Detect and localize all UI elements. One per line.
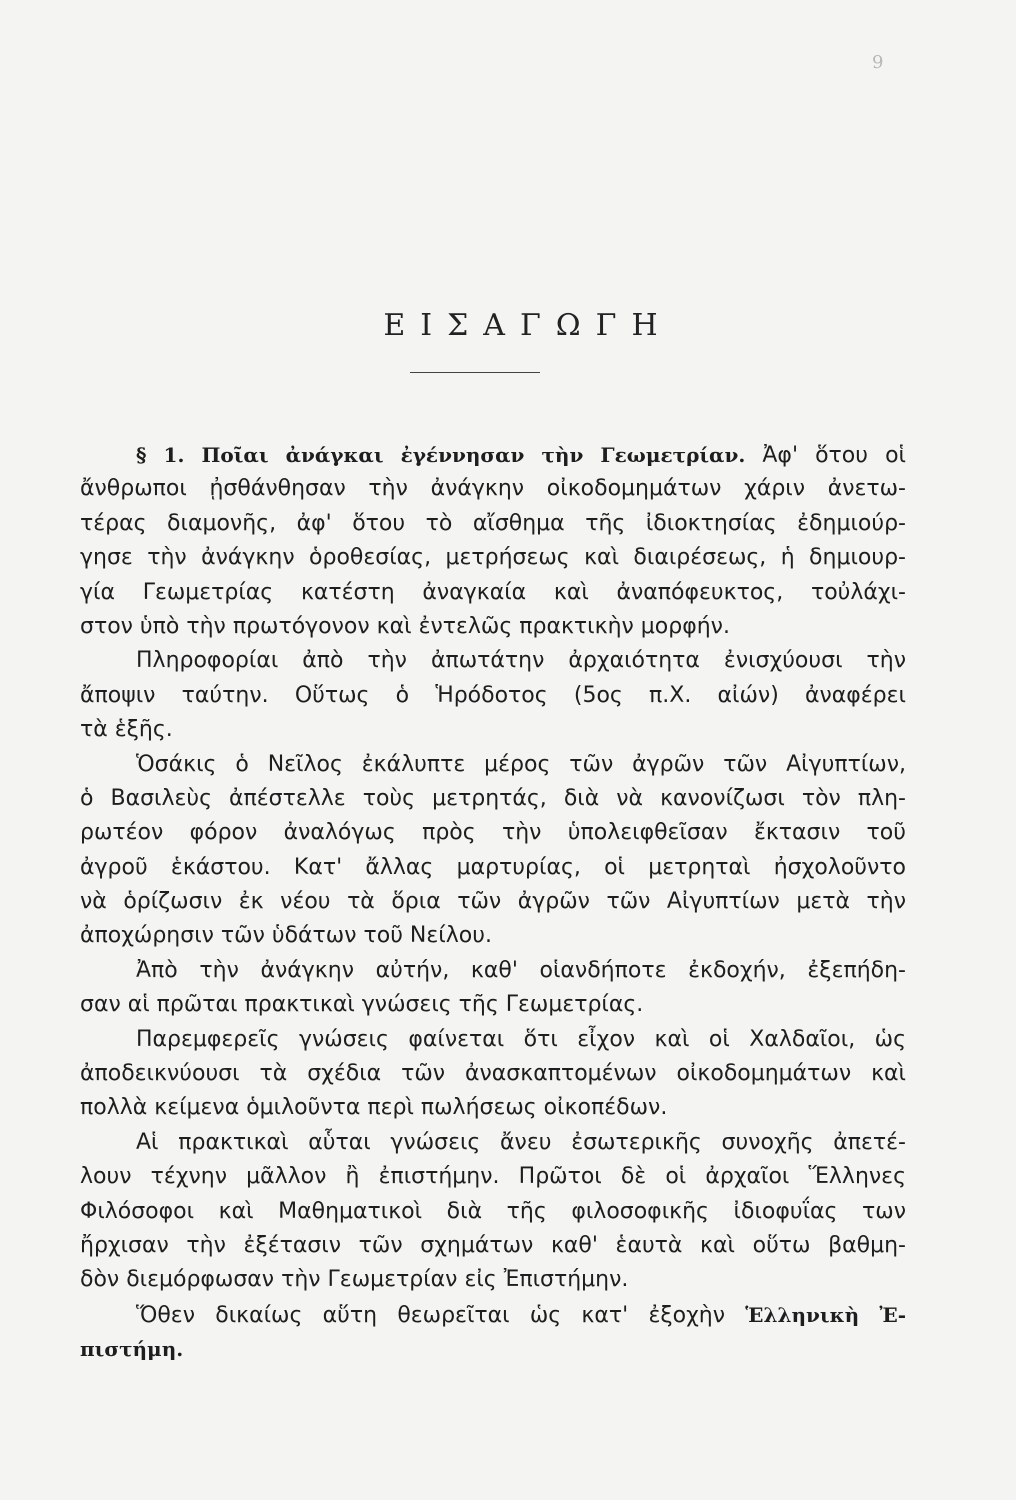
page-number: 9	[872, 52, 884, 73]
text-line: Ἀφ' ὅτου οἱ	[745, 443, 906, 468]
text-line: ἀποχώρησιν τῶν ὑδάτων τοῦ Νείλου.	[80, 923, 492, 949]
text-line: λουν τέχνην μᾶλλον ἢ ἐπιστήμην. Πρῶτοι δὲ οἱ ἀρχαῖοι Ἕλληνες	[80, 1164, 906, 1190]
chapter-title: ΕΙΣΑΓΩΓΗ	[383, 308, 673, 343]
text-line: ὁ Βασιλεὺς ἀπέστελλε τοὺς μετρητάς, διὰ νὰ κανονίζωσι τὸν πλη-	[80, 785, 906, 811]
section-heading: Ποῖαι ἀνάγκαι ἐγέννησαν τὴν Γεωμετρίαν.	[201, 443, 746, 467]
text-line: τὰ ἑξῆς.	[80, 717, 173, 743]
text-line: ἀγροῦ ἑκάστου. Κατ' ἄλλας μαρτυρίας, οἱ μετρηταὶ ἠσχολοῦντο	[80, 854, 906, 880]
text-line: Ἀπὸ τὴν ἀνάγκην αὐτήν, καθ' οἱανδήποτε ἐκδοχήν, ἐξεπήδη-	[136, 957, 906, 983]
text-line: Παρεμφερεῖς γνώσεις φαίνεται ὅτι εἶχον καὶ οἱ Χαλδαῖοι, ὡς	[136, 1026, 906, 1052]
text-line: γία Γεωμετρίας κατέστη ἀναγκαία καὶ ἀναπόφευκτος, τοὐλάχι-	[80, 579, 906, 605]
text-line: ρωτέον φόρον ἀναλόγως πρὸς τὴν ὑπολειφθεῖσαν ἔκτασιν τοῦ	[80, 820, 906, 846]
section-number: § 1.	[136, 443, 185, 467]
text-line	[80, 1298, 906, 1332]
text-line: Αἱ πρακτικαὶ αὗται γνώσεις ἄνευ ἐσωτερικῆς συνοχῆς ἀπετέ-	[136, 1129, 906, 1155]
section-heading-line	[80, 438, 906, 472]
text-line: Φιλόσοφοι καὶ Μαθηματικοὶ διὰ τῆς φιλοσοφικῆς ἰδιοφυΐας των	[80, 1198, 906, 1224]
text-fragment: Ὅθεν δικαίως αὕτη θεωρεῖται ὡς κατ' ἐξοχὴν	[136, 1302, 746, 1328]
text-line: ἄποψιν ταύτην. Οὕτως ὁ Ἡρόδοτος (5ος π.Χ. αἰών) ἀναφέρει	[80, 682, 906, 708]
text-line: γησε τὴν ἀνάγκην ὁροθεσίας, μετρήσεως καὶ διαιρέσεως, ἡ δημιουρ-	[80, 545, 906, 571]
emphasis-text: Ἑλληνικὴ Ἐ-	[745, 1302, 906, 1327]
text-line: στον ὑπὸ τὴν πρωτόγονον καὶ ἐντελῶς πρακτικὴν μορφήν.	[80, 613, 730, 639]
text-line: ἤρχισαν τὴν ἐξέτασιν τῶν σχημάτων καθ' ἑαυτὰ καὶ οὕτω βαθμη-	[80, 1232, 906, 1258]
text-line: σαν αἱ πρῶται πρακτικαὶ γνώσεις τῆς Γεωμετρίας.	[80, 992, 644, 1018]
text-line	[80, 1332, 906, 1366]
text-line: δὸν διεμόρφωσαν τὴν Γεωμετρίαν εἰς Ἐπιστήμην.	[80, 1267, 629, 1293]
text-line: ἀποδεικνύουσι τὰ σχέδια τῶν ἀνασκαπτομένων οἰκοδομημάτων καὶ	[80, 1061, 906, 1087]
body-text	[80, 438, 906, 1367]
text-line: ἄνθρωποι ᾐσθάνθησαν τὴν ἀνάγκην οἰκοδομημάτων χάριν ἀνετω-	[80, 476, 906, 502]
text-line: τέρας διαμονῆς, ἀφ' ὅτου τὸ αἴσθημα τῆς ἰδιοκτησίας ἐδημιούρ-	[80, 510, 906, 536]
emphasis-text: πιστήμη.	[80, 1337, 184, 1362]
text-line: νὰ ὁρίζωσιν ἐκ νέου τὰ ὅρια τῶν ἀγρῶν τῶν Αἰγυπτίων μετὰ τὴν	[80, 889, 906, 915]
text-line: Ὁσάκις ὁ Νεῖλος ἐκάλυπτε μέρος τῶν ἀγρῶν τῶν Αἰγυπτίων,	[136, 751, 906, 777]
title-rule	[410, 372, 540, 373]
text-line: πολλὰ κείμενα ὁμιλοῦντα περὶ πωλήσεως οἰκοπέδων.	[80, 1095, 668, 1121]
text-line: Πληροφορίαι ἀπὸ τὴν ἀπωτάτην ἀρχαιότητα ἐνισχύουσι τὴν	[136, 648, 906, 674]
